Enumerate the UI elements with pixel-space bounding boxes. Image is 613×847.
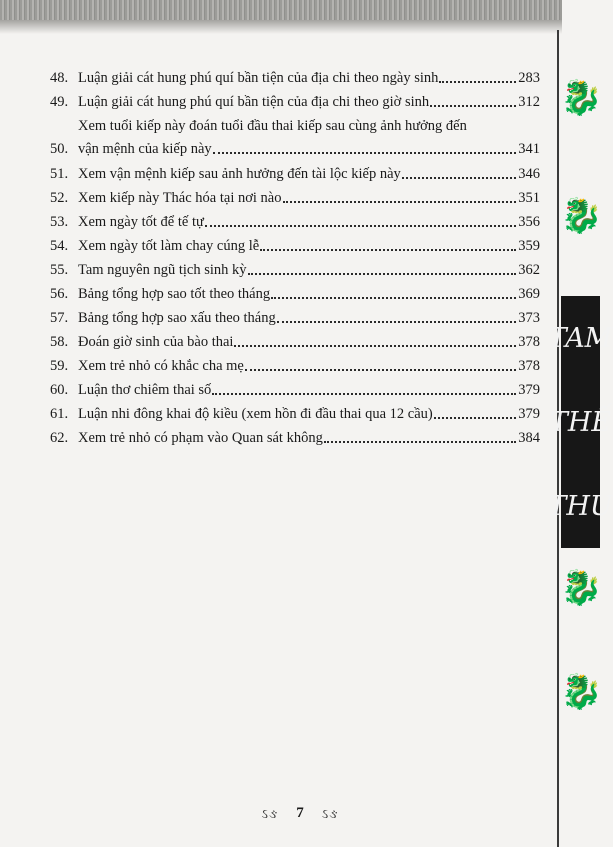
toc-title: Đoán giờ sinh của bào thai (78, 334, 234, 350)
toc-entry (50, 381, 540, 399)
toc-page-number: 362 (518, 262, 540, 278)
toc-title: Xem ngày tốt làm chay cúng lễ (78, 238, 260, 254)
leader-dots (434, 416, 516, 419)
dragon-icon: 🐉 (560, 198, 603, 235)
toc-number: 50. (50, 141, 69, 157)
toc-title: Xem kiếp này Thác hóa tại nơi nào (78, 190, 282, 206)
toc-title: vận mệnh của kiếp này (78, 141, 212, 157)
toc-number: 61. (50, 406, 69, 422)
toc-number: 60. (50, 382, 69, 398)
toc-title: Luận giải cát hung phú quí bần tiện của địa chi theo giờ sinh (78, 94, 430, 110)
margin-rule (557, 30, 559, 847)
toc-title: Xem trẻ nhỏ có khắc cha mẹ (78, 358, 244, 374)
toc-page-number: 356 (518, 214, 540, 230)
toc-page-number: 341 (518, 141, 540, 157)
toc-page-number: 384 (518, 430, 540, 446)
toc-title: Xem tuổi kiếp này đoán tuổi đầu thai kiếp sau cùng ảnh hưởng đến (78, 118, 467, 134)
toc-entry (50, 429, 540, 447)
dragon-icon: 🐉 (560, 570, 603, 607)
toc-title: Luận thơ chiêm thai số (78, 382, 212, 398)
toc-number: 49. (50, 94, 69, 110)
leader-dots (430, 104, 516, 107)
toc-entry (50, 333, 540, 351)
leader-dots (245, 368, 516, 371)
toc-number: 62. (50, 430, 69, 446)
toc-title: Xem vận mệnh kiếp sau ảnh hưởng đến tài lộc kiếp này (78, 166, 401, 182)
leader-dots (439, 80, 516, 83)
toc-title: Xem ngày tốt để tế tự (78, 214, 204, 230)
dragon-icon: 🐉 (560, 80, 603, 117)
leader-dots (234, 344, 516, 347)
page-footer (0, 805, 600, 822)
toc-number: 56. (50, 286, 69, 302)
leader-dots (283, 200, 517, 203)
toc-title: Luận giải cát hung phú quí bần tiện của địa chi theo ngày sinh (78, 70, 439, 86)
toc-page-number: 379 (518, 382, 540, 398)
book-title-tab (548, 296, 613, 548)
toc-entry (50, 309, 540, 327)
leader-dots (324, 440, 516, 443)
leader-dots (277, 320, 517, 323)
toc-entry (50, 285, 540, 303)
toc-page-number: 351 (518, 190, 540, 206)
toc-entry (50, 237, 540, 255)
toc-number: 54. (50, 238, 69, 254)
toc-entry (50, 165, 540, 183)
toc-entry (50, 93, 540, 111)
leader-dots (402, 176, 516, 179)
toc-entry (50, 69, 540, 87)
leader-dots (213, 151, 517, 154)
tab-word: THẾ (549, 406, 612, 438)
toc-page-number: 346 (518, 166, 540, 182)
toc-page-number: 373 (518, 310, 540, 326)
dragon-icon: 🐉 (560, 674, 603, 711)
toc-title: Luận nhi đông khai độ kiều (xem hồn đi đầu thai qua 12 cầu) (78, 406, 433, 422)
toc-entry (50, 213, 540, 231)
toc-number: 58. (50, 334, 69, 350)
toc-number: 59. (50, 358, 69, 374)
toc-page-number: 379 (518, 406, 540, 422)
toc-number: 51. (50, 166, 69, 182)
leader-dots (205, 224, 516, 227)
toc-page-number: 283 (518, 70, 540, 86)
toc-number: 48. (50, 70, 69, 86)
toc-number: 53. (50, 214, 69, 230)
toc-number: 57. (50, 310, 69, 326)
toc-entry (50, 261, 540, 279)
tab-word: TAM (548, 322, 613, 354)
leader-dots (212, 392, 516, 395)
toc-page-number: 312 (518, 94, 540, 110)
tab-word: THƯ (548, 490, 613, 522)
toc-entry (50, 357, 540, 375)
toc-title: Bảng tổng hợp sao xấu theo tháng (78, 310, 276, 326)
toc-title: Xem trẻ nhỏ có phạm vào Quan sát không (78, 430, 323, 446)
toc-page-number: 359 (518, 238, 540, 254)
toc-page-number: 369 (518, 286, 540, 302)
toc-page-number: 378 (518, 358, 540, 374)
toc-number: 55. (50, 262, 69, 278)
ornament-left: ઽઙ (261, 805, 279, 821)
toc-title: Bảng tổng hợp sao tốt theo tháng (78, 286, 271, 302)
leader-dots (260, 248, 516, 251)
toc-entry (50, 189, 540, 207)
toc-page-number: 378 (518, 334, 540, 350)
leader-dots (248, 272, 517, 275)
ornament-right: ઽઙ (321, 805, 339, 821)
table-of-contents (50, 69, 540, 447)
top-band-fade (0, 20, 562, 34)
leader-dots (271, 296, 516, 299)
page-number: 7 (296, 805, 304, 821)
toc-entry (50, 405, 540, 423)
toc-number: 52. (50, 190, 69, 206)
toc-entry (50, 117, 540, 158)
toc-title: Tam nguyên ngũ tịch sinh kỳ (78, 262, 247, 278)
